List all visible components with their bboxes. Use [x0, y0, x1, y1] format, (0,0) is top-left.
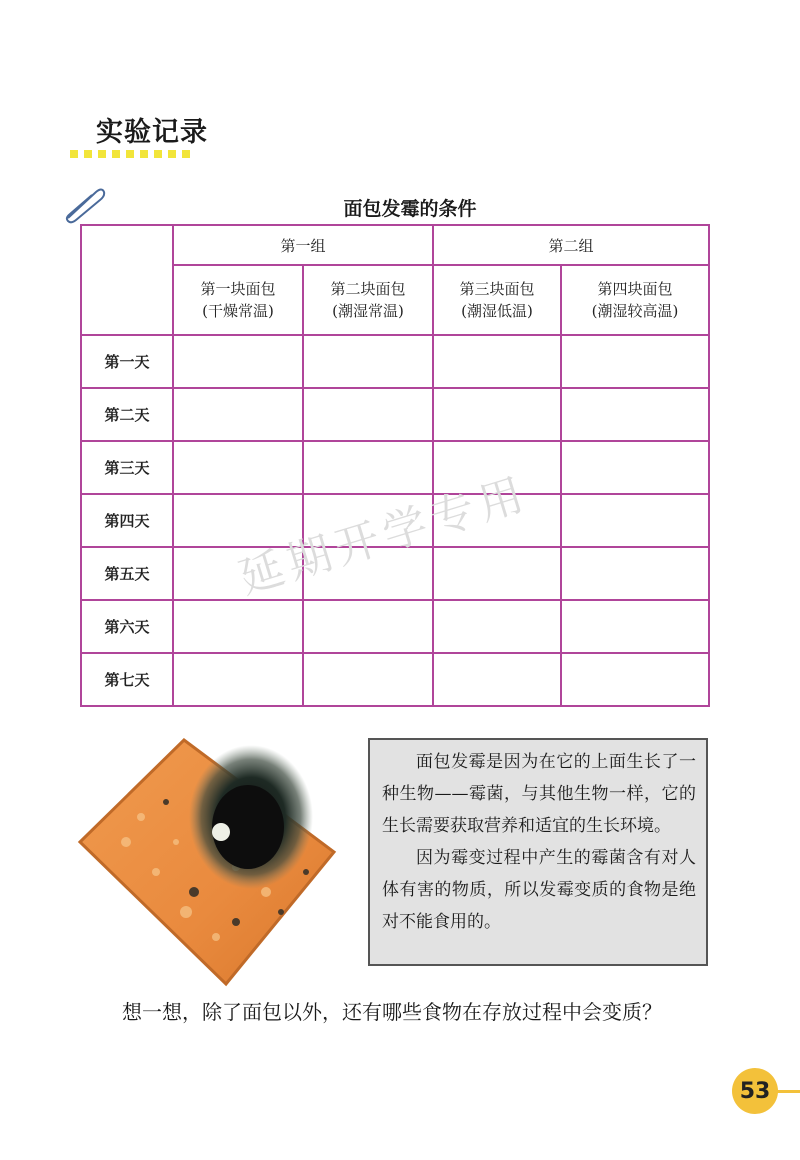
record-cell[interactable]: [561, 494, 709, 547]
table-row: [81, 653, 709, 706]
table-corner-cell: [81, 225, 173, 335]
watermark: 延期开学专用: [233, 467, 536, 605]
record-cell[interactable]: [173, 388, 303, 441]
column-header: 第四块面包 (潮湿较高温): [561, 265, 709, 335]
info-box: [368, 738, 708, 966]
record-cell[interactable]: [433, 335, 561, 388]
record-cell[interactable]: [433, 547, 561, 600]
section-title: 实验记录: [96, 117, 208, 148]
info-paragraph: 因为霉变过程中产生的霉菌含有对人体有害的物质，所以发霉变质的食物是绝对不能食用的。: [382, 848, 696, 932]
record-cell[interactable]: [561, 600, 709, 653]
table-row: [81, 388, 709, 441]
info-paragraph: 面包发霉是因为在它的上面生长了一种生物——霉菌，与其他生物一样，它的生长需要获取营养和适宜的生长环境。: [382, 752, 696, 836]
table-row: [81, 335, 709, 388]
record-cell[interactable]: [433, 388, 561, 441]
record-cell[interactable]: [173, 600, 303, 653]
record-cell[interactable]: [303, 388, 433, 441]
experiment-record-table: [80, 224, 710, 707]
record-cell[interactable]: [561, 335, 709, 388]
record-cell[interactable]: [561, 441, 709, 494]
column-header: 第一块面包 (干燥常温): [173, 265, 303, 335]
think-question: 想一想，除了面包以外，还有哪些食物在存放过程中会变质？: [122, 1000, 662, 1024]
day-label: 第七天: [81, 653, 173, 706]
record-cell[interactable]: [173, 653, 303, 706]
table-title: 面包发霉的条件: [343, 198, 477, 220]
record-cell[interactable]: [303, 600, 433, 653]
group-header: 第二组: [433, 225, 709, 265]
day-label: 第四天: [81, 494, 173, 547]
column-header: 第二块面包 (潮湿常温): [303, 265, 433, 335]
day-label: 第三天: [81, 441, 173, 494]
page-number-line: [776, 1090, 800, 1093]
record-cell[interactable]: [433, 600, 561, 653]
record-cell[interactable]: [173, 335, 303, 388]
record-cell[interactable]: [303, 335, 433, 388]
record-cell[interactable]: [173, 441, 303, 494]
record-cell[interactable]: [433, 653, 561, 706]
day-label: 第二天: [81, 388, 173, 441]
day-label: 第一天: [81, 335, 173, 388]
record-cell[interactable]: [303, 441, 433, 494]
record-cell[interactable]: [561, 388, 709, 441]
day-label: 第六天: [81, 600, 173, 653]
day-label: 第五天: [81, 547, 173, 600]
column-header: 第三块面包 (潮湿低温): [433, 265, 561, 335]
record-cell[interactable]: [561, 653, 709, 706]
table-row: [81, 441, 709, 494]
table-row: [81, 600, 709, 653]
page-number: 53: [732, 1068, 778, 1114]
moldy-bread-image: [66, 722, 356, 992]
title-underline-dashes: [70, 150, 190, 158]
record-cell[interactable]: [303, 653, 433, 706]
group-header: 第一组: [173, 225, 433, 265]
record-cell[interactable]: [561, 547, 709, 600]
